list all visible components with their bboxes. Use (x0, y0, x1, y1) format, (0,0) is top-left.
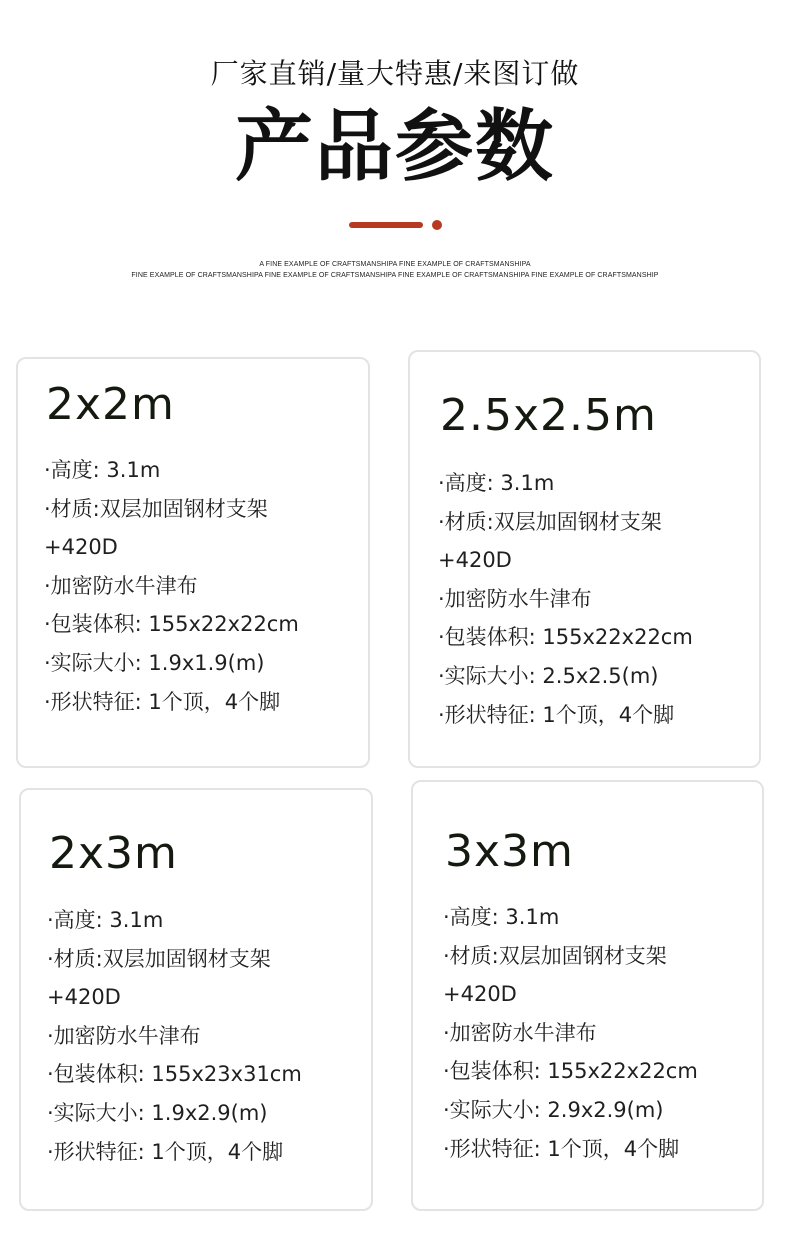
spec-shape: ·形状特征: 1个顶，4个脚 (443, 1136, 680, 1161)
spec-shape: ·形状特征: 1个顶，4个脚 (47, 1139, 284, 1164)
spec-material: ·材质:双层加固钢材支架 (443, 943, 667, 968)
card-size-title: 2x3m (49, 828, 178, 879)
tagline-line-2: FINE EXAMPLE OF CRAFTSMANSHIPA FINE EXAMPLE OF CRAFTSMANSHIPA FINE EXAMPLE OF CRAFTSMANSHIPA FINE EXAMPLE OF CRAFTSMANSHIP (131, 272, 659, 279)
page-subtitle: 厂家直销/量大特惠/来图订做 (210, 57, 580, 90)
page-title: 产品参数 (234, 102, 555, 192)
spec-list (443, 898, 698, 1168)
spec-height: ·高度: 3.1m (44, 458, 161, 482)
spec-actual-size: ·实际大小: 1.9x2.9(m) (47, 1100, 268, 1125)
spec-fabric: ·加密防水牛津布 (47, 1023, 201, 1048)
spec-height: ·高度: 3.1m (47, 908, 164, 932)
accent-bar (349, 222, 423, 228)
spec-package: ·包装体积: 155x23x31cm (47, 1062, 302, 1087)
spec-height: ·高度: 3.1m (438, 471, 555, 495)
spec-card-2x2 (16, 357, 370, 768)
spec-material-cont: +420D (47, 985, 121, 1010)
spec-material: ·材质:双层加固钢材支架 (44, 496, 268, 521)
spec-actual-size: ·实际大小: 2.5x2.5(m) (438, 663, 659, 688)
spec-list (44, 451, 299, 721)
spec-material-cont: +420D (438, 548, 512, 573)
spec-package: ·包装体积: 155x22x22cm (438, 625, 693, 650)
spec-shape: ·形状特征: 1个顶，4个脚 (44, 689, 281, 714)
card-size-title: 2x2m (46, 379, 175, 430)
spec-fabric: ·加密防水牛津布 (438, 586, 592, 611)
card-size-title: 2.5x2.5m (440, 390, 657, 441)
spec-card-2x3 (19, 788, 373, 1211)
spec-list (438, 464, 693, 734)
spec-fabric: ·加密防水牛津布 (44, 573, 198, 598)
spec-height: ·高度: 3.1m (443, 905, 560, 929)
spec-material-cont: +420D (443, 982, 517, 1007)
spec-material: ·材质:双层加固钢材支架 (47, 946, 271, 971)
spec-shape: ·形状特征: 1个顶，4个脚 (438, 702, 675, 727)
spec-card-2.5x2.5 (408, 350, 761, 768)
tagline-line-1: A FINE EXAMPLE OF CRAFTSMANSHIPA FINE EXAMPLE OF CRAFTSMANSHIPA (259, 261, 531, 268)
spec-actual-size: ·实际大小: 2.9x2.9(m) (443, 1097, 664, 1122)
spec-package: ·包装体积: 155x22x22cm (44, 612, 299, 637)
spec-package: ·包装体积: 155x22x22cm (443, 1059, 698, 1084)
spec-fabric: ·加密防水牛津布 (443, 1020, 597, 1045)
spec-material: ·材质:双层加固钢材支架 (438, 509, 662, 534)
spec-material-cont: +420D (44, 535, 118, 560)
spec-actual-size: ·实际大小: 1.9x1.9(m) (44, 650, 265, 675)
spec-list (47, 901, 302, 1171)
spec-card-3x3 (411, 780, 764, 1211)
card-size-title: 3x3m (445, 826, 574, 877)
accent-dot (432, 220, 442, 230)
